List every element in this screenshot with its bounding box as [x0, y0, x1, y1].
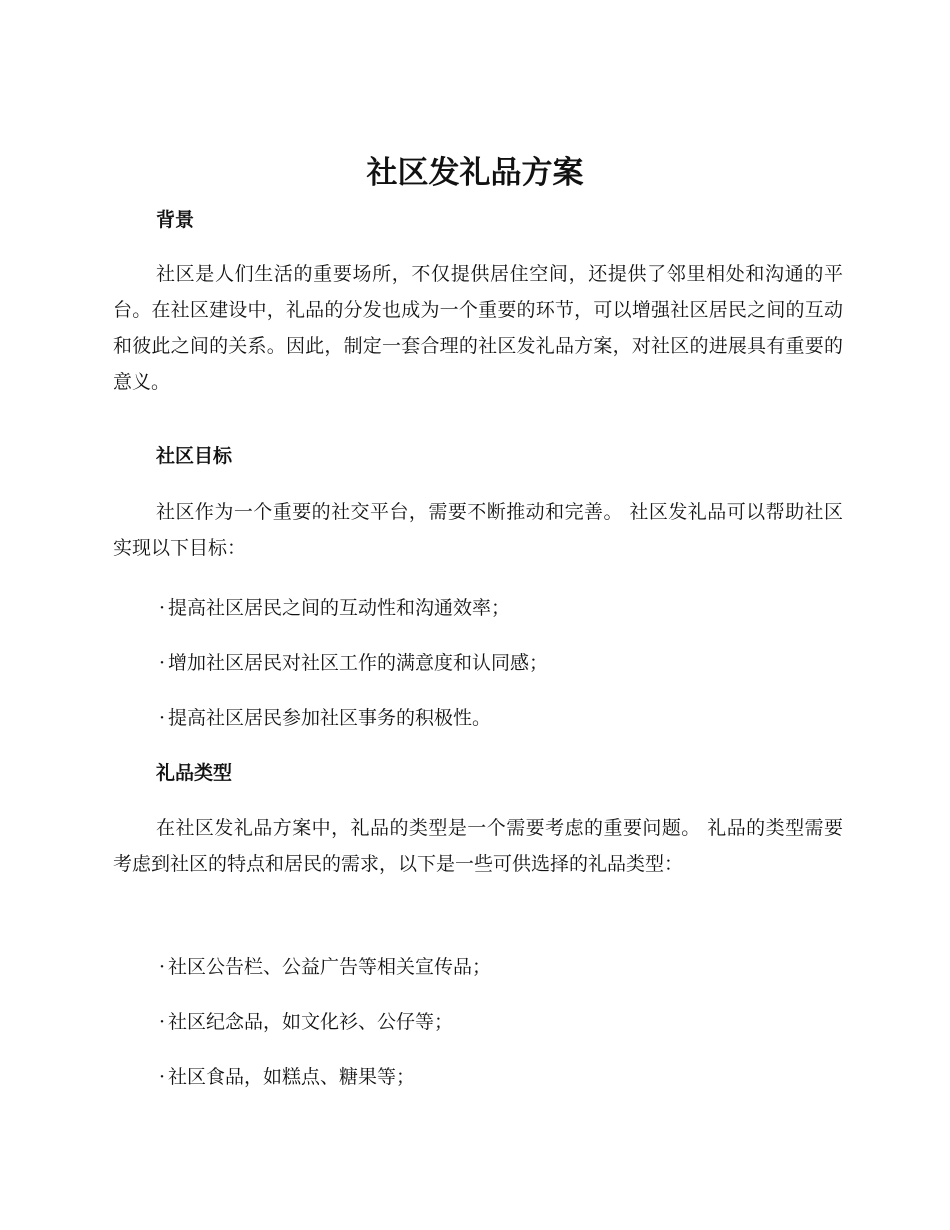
goals-bullet-item — [156, 594, 510, 622]
bullet-dot: · — [158, 1011, 166, 1033]
bullet-dot: · — [158, 956, 166, 978]
bullet-dot: · — [158, 652, 166, 674]
goals-bullet-item — [156, 704, 491, 732]
bullet-text: 提高社区居民之间的互动性和沟通效率； — [168, 597, 511, 619]
bullet-dot: · — [158, 1066, 166, 1088]
bullet-dot: · — [158, 597, 166, 619]
bullet-text: 提高社区居民参加社区事务的积极性。 — [168, 707, 492, 729]
section-heading-goals: 社区目标 — [156, 445, 233, 467]
document-title: 社区发礼品方案 — [366, 155, 584, 191]
gift-types-paragraph: 在社区发礼品方案中，礼品的类型是一个需要考虑的重要问题。 礼品的类型需要考虑到社区的特点和居民的需求，以下是一些可供选择的礼品类型： — [113, 817, 843, 875]
section-heading-gift-types: 礼品类型 — [156, 762, 233, 784]
background-paragraph: 社区是人们生活的重要场所，不仅提供居住空间，还提供了邻里相处和沟通的平台。在社区建设中，礼品的分发也成为一个重要的环节，可以增强社区居民之间的互动和彼此之间的关系。因此，制定一套合理的社区发礼品方案，对社区的进展具有重要的意义。 — [113, 263, 843, 393]
bullet-text: 社区纪念品，如文化衫、公仔等； — [168, 1011, 454, 1033]
goals-bullet-item — [156, 649, 548, 677]
gift-types-bullet-item — [156, 953, 491, 981]
section-heading-background: 背景 — [156, 209, 195, 231]
bullet-text: 社区食品，如糕点、糖果等； — [168, 1066, 416, 1088]
gift-types-bullet-item — [156, 1063, 415, 1091]
gift-types-bullet-item — [156, 1008, 453, 1036]
bullet-text: 增加社区居民对社区工作的满意度和认同感； — [168, 652, 549, 674]
goals-paragraph: 社区作为一个重要的社交平台，需要不断推动和完善。 社区发礼品可以帮助社区实现以下目标： — [113, 501, 843, 559]
bullet-text: 社区公告栏、公益广告等相关宣传品； — [168, 956, 492, 978]
bullet-dot: · — [158, 707, 166, 729]
